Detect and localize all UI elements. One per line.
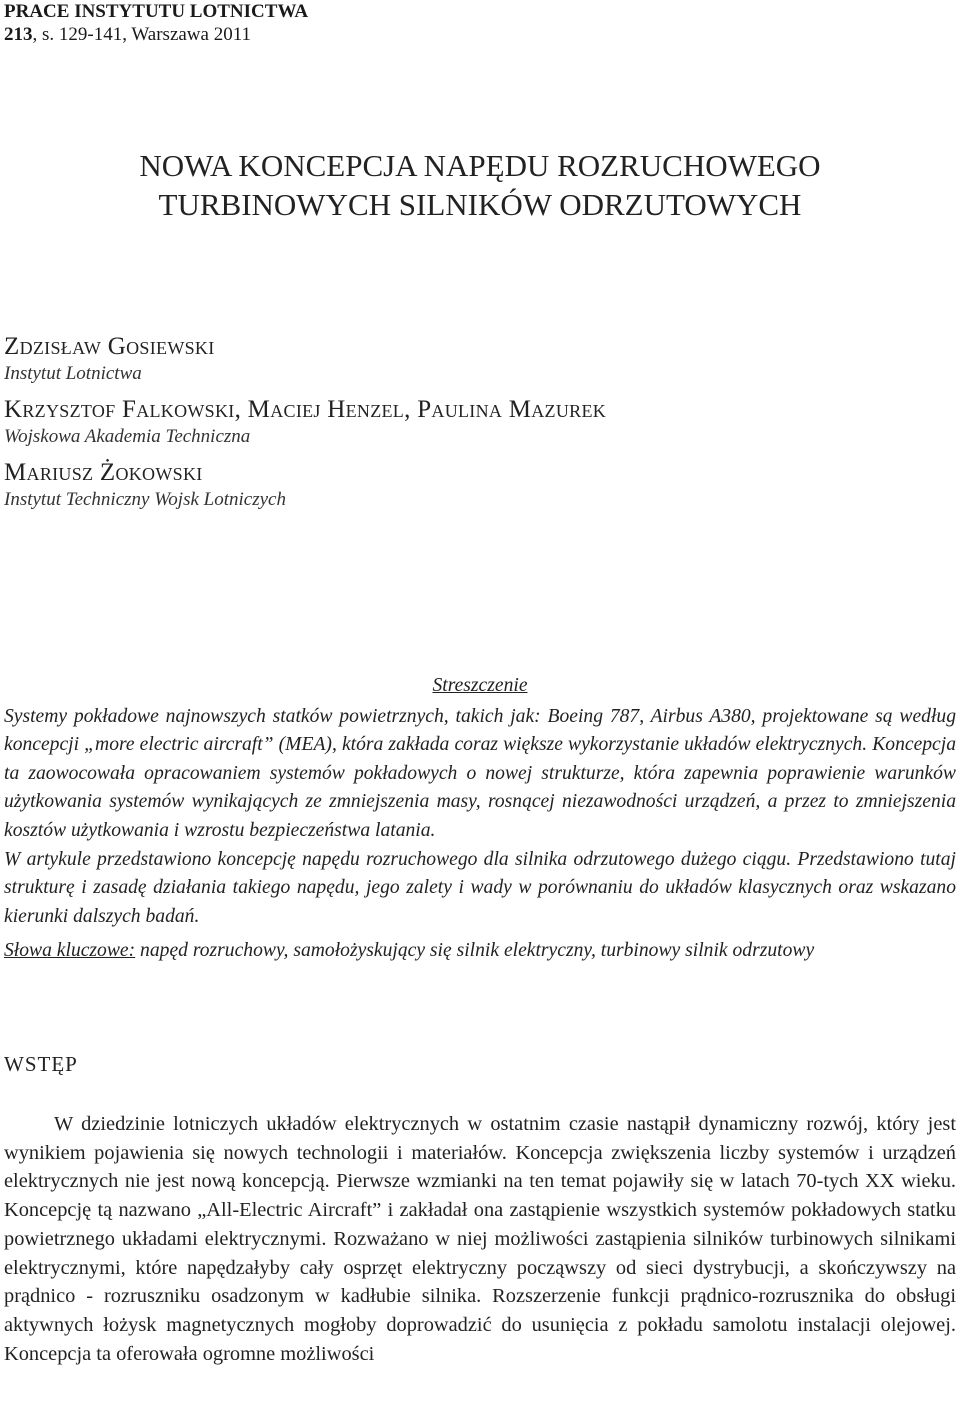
body-text: [4, 1110, 956, 1368]
journal-header: [4, 0, 308, 46]
body-paragraph: W dziedzinie lotniczych układów elektrycznych w ostatnim czasie nastąpił dynamiczny rozwój, który jest wynikiem pojawienia się nowych technologii i materiałów. Koncepcja zwiększenia liczby systemów i urządzeń elektrycznych nie jest nową koncepcją. Pierwsze wzmianki na ten temat pojawiły się w latach 70-tych XX wieku. Koncepcję tą nazwano „All-Electric Aircraft” i zakładał ona zastąpienie wszystkich systemów pokładowych statku powietrznego układami elektrycznymi. Rozważano w niej możliwości zastąpienia silników turbinowych silnikami elektrycznymi, które napędzałyby cały osprzęt elektryczny począwszy od sieci dystrybucji, a skończywszy na prądnico - rozruszniku osadzonym w kadłubie silnika. Rozszerzenie funkcji prądnico-rozrusznika do obsługi aktywnych łożysk magnetycznych mogłoby doprowadzić do usunięcia z pokładu samolotu instalacji olejowej. Koncepcja ta oferowała ogromne możliwości: [4, 1113, 956, 1365]
issue-details: , s. 129-141, Warszawa 2011: [32, 24, 252, 45]
title-line-2: TURBINOWYCH SILNIKÓW ODRZUTOWYCH: [158, 187, 802, 222]
section-heading: WSTĘP: [4, 1052, 78, 1076]
journal-name: PRACE INSTYTUTU LOTNICTWA: [4, 1, 309, 22]
author-names: Mariusz Żokowski: [4, 459, 203, 486]
author-affiliation: Wojskowa Akademia Techniczna: [4, 426, 251, 447]
abstract-heading: Streszczenie: [432, 675, 528, 696]
title-line-1: NOWA KONCEPCJA NAPĘDU ROZRUCHOWEGO: [139, 148, 821, 183]
authors-block: [4, 332, 954, 521]
abstract-section: [4, 672, 956, 966]
keywords-label: Słowa kluczowe:: [4, 940, 136, 962]
author-affiliation: Instytut Techniczny Wojsk Lotniczych: [4, 489, 286, 510]
author-names: Zdzisław Gosiewski: [4, 333, 215, 360]
abstract-paragraph: W artykule przedstawiono koncepcję napędu rozruchowego dla silnika odrzutowego dużego ciągu. Przedstawiono tutaj strukturę i zasadę działania takiego napędu, jego zalety i wady w porównaniu do układów klasycznych oraz wskazano kierunki dalszych badań.: [4, 848, 956, 927]
abstract-paragraph: Systemy pokładowe najnowszych statków powietrznych, takich jak: Boeing 787, Airbus A380, projektowane są według koncepcji „more electric aircraft” (MEA), która zakłada coraz większe wykorzystanie układów elektrycznych. Koncepcja ta zaowocowała opracowaniem systemów pokładowych o nowej strukturze, która zapewnia poprawienie warunków użytkowania systemów wynikających ze zmniejszenia masy, rosnącej niezawodności urządzeń, a przez to zmniejszenia kosztów użytkowania i wzrostu bezpieczeństwa latania.: [4, 705, 956, 841]
keywords: [4, 937, 956, 966]
journal-issue: [4, 23, 308, 46]
issue-number: 213: [4, 24, 33, 45]
keywords-text: napęd rozruchowy, samołożyskujący się silnik elektryczny, turbinowy silnik odrzutowy: [135, 940, 815, 962]
author-affiliation: Instytut Lotnictwa: [4, 363, 142, 384]
paper-title: [0, 146, 960, 224]
author-names: Krzysztof Falkowski, Maciej Henzel, Paulina Mazurek: [4, 396, 607, 423]
